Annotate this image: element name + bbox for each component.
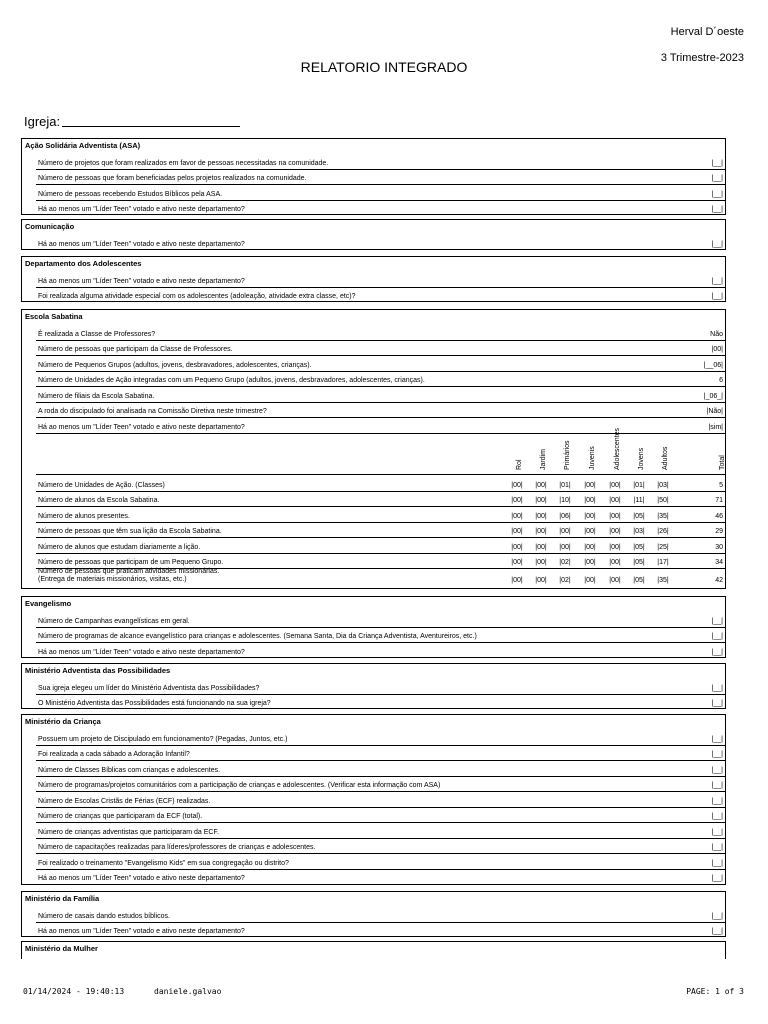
answer-value: |__| xyxy=(711,648,723,656)
answer-value: |__| xyxy=(711,206,723,213)
table-cell: |00| xyxy=(609,543,621,551)
table-cell: |00| xyxy=(535,497,547,504)
answer-value: |_06_| xyxy=(703,392,723,400)
question-row xyxy=(36,287,725,303)
table-cell: |00| xyxy=(609,528,621,535)
question-text: É realizada a Classe de Professores? xyxy=(38,330,156,338)
question-text: Número de pessoas recebendo Estudos Bíblicos pela ASA. xyxy=(38,190,223,198)
section-comunicacao xyxy=(21,219,726,250)
question-text: Sua igreja elegeu um líder do Ministério Adventista das Possibilidades? xyxy=(38,684,260,692)
total-value: 30 xyxy=(715,543,723,551)
report-period: 3 Trimestre-2023 xyxy=(660,52,744,64)
answer-value: |__| xyxy=(711,175,723,182)
question-text: Número de pessoas que têm sua lição da Escola Sabatina. xyxy=(38,528,222,535)
table-cell: |00| xyxy=(584,577,596,584)
column-header: Rol xyxy=(516,459,523,470)
question-row xyxy=(36,200,725,216)
question-row xyxy=(36,371,725,388)
question-row xyxy=(36,153,725,170)
answer-value: |__| xyxy=(711,859,723,867)
table-cell: |00| xyxy=(511,512,523,520)
answer-value: |__| xyxy=(711,684,723,692)
answer-value: |__| xyxy=(711,875,723,882)
footer-datetime: 01/14/2024 - 19:40:13 xyxy=(23,987,125,996)
section-mulher xyxy=(21,941,726,959)
answer-value: |__| xyxy=(711,813,723,820)
column-header: Juvenis xyxy=(589,446,596,470)
table-row xyxy=(36,506,725,523)
table-cell: |00| xyxy=(535,512,547,520)
table-cell: |00| xyxy=(511,559,523,566)
table-cell: |35| xyxy=(657,577,669,584)
table-cell: |50| xyxy=(657,497,669,504)
section-title: Ação Solidária Adventista (ASA) xyxy=(25,141,141,150)
table-cell: |02| xyxy=(559,559,571,566)
question-text: Há ao menos um "Líder Teen" votado e ativo neste departamento? xyxy=(38,875,245,882)
question-text: Número de Campanhas evangelísticas em geral. xyxy=(38,617,190,625)
question-text: Há ao menos um "Líder Teen" votado e ativo neste departamento? xyxy=(38,206,245,213)
question-text: Número de filiais da Escola Sabatina. xyxy=(38,392,155,400)
table-cell: |10| xyxy=(559,497,571,504)
section-adolescentes xyxy=(21,256,726,302)
total-value: 71 xyxy=(715,497,723,504)
question-text: Foi realizado o treinamento "Evangelismo Kids" em sua congregação ou distrito? xyxy=(38,859,289,867)
question-text: Número de pessoas que participam de um Pequeno Grupo. xyxy=(38,559,224,566)
total-value: 42 xyxy=(715,577,723,584)
question-row xyxy=(36,611,725,628)
question-text: Há ao menos um "Líder Teen" votado e ativo neste departamento? xyxy=(38,928,245,935)
table-cell: |05| xyxy=(633,543,645,551)
question-text: Número de Unidades de Ação integradas com um Pequeno Grupo (adultos, jovens, desbravadores, adolescentes, crianças). xyxy=(38,377,425,384)
column-header: Total xyxy=(719,455,726,470)
table-row xyxy=(36,491,725,508)
answer-value: Não xyxy=(710,330,723,338)
table-cell: |00| xyxy=(584,481,596,489)
table-cell: |00| xyxy=(584,543,596,551)
answer-value: |__| xyxy=(711,782,723,789)
question-row xyxy=(36,340,725,357)
answer-value: |__| xyxy=(711,844,723,851)
answer-value: |__| xyxy=(711,190,723,198)
question-text: Número de Escolas Cristãs de Férias (ECF) realizadas. xyxy=(38,797,211,805)
footer-user: daniele.galvao xyxy=(154,987,222,996)
table-cell: |03| xyxy=(633,528,645,535)
table-cell: |00| xyxy=(609,512,621,520)
column-header: Jardim xyxy=(540,448,547,470)
section-title: Ministério da Mulher xyxy=(25,944,98,953)
answer-value: |__| xyxy=(711,617,723,625)
question-text: Número de alunos que estudam diariamente a lição. xyxy=(38,543,201,551)
question-text: Número de programas/projetos comunitários com a participação de crianças e adolescentes. (Verificar esta informação com ASA) xyxy=(38,782,441,789)
question-text: Foi realizada alguma atividade especial com os adolescentes (adoleação, atividade extra classe, etc)? xyxy=(38,293,356,300)
column-header: Jovens xyxy=(638,447,645,470)
question-text: Número de pessoas que praticam atividades missionárias. (Entrega de materiais missionários, visitas, etc.) xyxy=(38,568,220,583)
question-text: Número de alunos presentes. xyxy=(38,512,130,520)
question-row xyxy=(36,906,725,923)
question-text: Número de crianças adventistas que participaram da ECF. xyxy=(38,828,219,836)
table-cell: |00| xyxy=(584,512,596,520)
table-cell: |00| xyxy=(609,559,621,566)
answer-value: |__| xyxy=(711,912,723,920)
question-row xyxy=(36,760,725,777)
answer-value: 6 xyxy=(719,377,723,384)
section-title: Ministério da Criança xyxy=(25,717,101,726)
question-text: Número de crianças que participaram da ECF (total). xyxy=(38,813,203,820)
section-familia xyxy=(21,891,726,937)
question-text: Número de projetos que foram realizados em favor de pessoas necessitadas na comunidade. xyxy=(38,159,329,167)
question-row xyxy=(36,355,725,372)
table-row xyxy=(36,475,725,492)
table-cell: |00| xyxy=(511,528,523,535)
answer-value: |__| xyxy=(711,277,723,285)
question-text: Há ao menos um "Líder Teen" votado e ativo neste departamento? xyxy=(38,423,245,431)
question-text: Número de Unidades de Ação. (Classes) xyxy=(38,481,165,489)
question-row xyxy=(36,869,725,885)
answer-value: |__| xyxy=(711,735,723,743)
total-value: 29 xyxy=(715,528,723,535)
table-cell: |25| xyxy=(657,543,669,551)
question-row xyxy=(36,627,725,644)
question-row xyxy=(36,386,725,403)
section-title: Evangelismo xyxy=(25,599,72,608)
question-row xyxy=(36,184,725,201)
table-cell: |17| xyxy=(657,559,669,566)
report-title: RELATORIO INTEGRADO xyxy=(300,59,468,75)
question-row xyxy=(36,678,725,695)
question-text: Número de programas de alcance evangelístico para crianças e adolescentes. (Semana Santa, Dia da Criança Adventista, Aventureiros, etc.) xyxy=(38,633,477,640)
answer-value: |Não| xyxy=(706,408,723,415)
answer-value: |sim| xyxy=(708,423,723,431)
section-title: Comunicação xyxy=(25,222,75,231)
question-row xyxy=(36,694,725,710)
question-text: Número de pessoas que foram beneficiadas pelos projetos realizados na comunidade. xyxy=(38,175,307,182)
table-cell: |00| xyxy=(609,481,621,489)
total-value: 34 xyxy=(715,559,723,566)
table-cell: |05| xyxy=(633,559,645,566)
answer-value: |__06| xyxy=(703,361,723,369)
question-row xyxy=(36,234,725,250)
question-row xyxy=(36,838,725,855)
table-cell: |00| xyxy=(511,543,523,551)
table-row xyxy=(36,568,725,586)
table-cell: |06| xyxy=(559,512,571,520)
table-cell: |00| xyxy=(609,497,621,504)
question-row xyxy=(36,402,725,419)
question-text: Número de Pequenos Grupos (adultos, jovens, desbravadores, adolescentes, crianças). xyxy=(38,361,312,369)
question-text: Número de casais dando estudos bíblicos. xyxy=(38,912,170,920)
answer-value: |__| xyxy=(711,633,723,640)
church-label: Igreja: xyxy=(24,114,61,129)
question-row xyxy=(36,822,725,839)
question-row xyxy=(36,642,725,658)
column-header: Adolescentes xyxy=(614,427,621,470)
question-text: Há ao menos um "Líder Teen" votado e ativo neste departamento? xyxy=(38,277,245,285)
answer-value: |__| xyxy=(711,751,723,758)
table-cell: |00| xyxy=(511,577,523,584)
table-cell: |00| xyxy=(535,481,547,489)
table-cell: |03| xyxy=(657,481,669,489)
section-title: Escola Sabatina xyxy=(25,312,83,321)
answer-value: |__| xyxy=(711,766,723,774)
section-crianca xyxy=(21,714,726,885)
section-title: Departamento dos Adolescentes xyxy=(25,259,142,268)
table-cell: |05| xyxy=(633,577,645,584)
question-text: Número de capacitações realizadas para líderes/professores de crianças e adolescentes. xyxy=(38,844,316,851)
answer-value: |00| xyxy=(711,346,723,353)
answer-value: |__| xyxy=(711,240,723,248)
answer-value: |__| xyxy=(711,797,723,805)
question-text: Número de pessoas que participam da Classe de Professores. xyxy=(38,346,233,353)
report-location: Herval D´oeste xyxy=(670,26,744,38)
question-text: Possuem um projeto de Discipulado em funcionamento? (Pegadas, Juntos, etc.) xyxy=(38,735,288,743)
total-value: 5 xyxy=(719,481,723,489)
section-possibilidades xyxy=(21,663,726,709)
table-cell: |00| xyxy=(609,577,621,584)
table-cell: |01| xyxy=(633,481,645,489)
question-row xyxy=(36,807,725,824)
question-text: A roda do discipulado foi analisada na Comissão Diretiva neste trimestre? xyxy=(38,408,267,415)
answer-value: |__| xyxy=(711,928,723,935)
question-text: Número de alunos da Escola Sabatina. xyxy=(38,497,160,504)
footer-page-number: PAGE: 1 of 3 xyxy=(686,987,744,996)
question-row xyxy=(36,922,725,938)
table-cell: |26| xyxy=(657,528,669,535)
question-row xyxy=(36,729,725,746)
table-cell: |00| xyxy=(584,528,596,535)
question-text: Foi realizada a cada sábado a Adoração Infantil? xyxy=(38,751,190,758)
table-cell: |00| xyxy=(511,497,523,504)
answer-value: |__| xyxy=(711,700,723,707)
table-cell: |00| xyxy=(511,481,523,489)
section-title: Ministério Adventista das Possibilidades xyxy=(25,666,171,675)
question-text: Número de Classes Bíblicas com crianças e adolescentes. xyxy=(38,766,221,774)
section-evangelismo xyxy=(21,596,726,658)
question-text: Há ao menos um "Líder Teen" votado e ativo neste departamento? xyxy=(38,240,245,248)
question-row xyxy=(36,776,725,793)
table-row xyxy=(36,522,725,539)
table-cell: |01| xyxy=(559,481,571,489)
answer-value: |__| xyxy=(711,293,723,300)
table-cell: |00| xyxy=(535,559,547,566)
table-cell: |00| xyxy=(535,543,547,551)
table-cell: |11| xyxy=(633,497,645,504)
question-text: O Ministério Adventista das Possibilidades está funcionando na sua igreja? xyxy=(38,700,271,707)
question-row xyxy=(36,745,725,762)
question-row xyxy=(36,324,725,341)
section-asa xyxy=(21,138,726,215)
question-row xyxy=(36,169,725,186)
column-header: Adultos xyxy=(662,446,669,470)
table-cell: |00| xyxy=(559,543,571,551)
table-cell: |00| xyxy=(584,559,596,566)
section-title: Ministério da Família xyxy=(25,894,100,903)
table-cell: |02| xyxy=(559,577,571,584)
question-row xyxy=(36,791,725,808)
table-cell: |05| xyxy=(633,512,645,520)
table-cell: |00| xyxy=(559,528,571,535)
table-cell: |00| xyxy=(535,577,547,584)
table-row xyxy=(36,537,725,554)
church-name-blank xyxy=(62,126,240,127)
table-cell: |35| xyxy=(657,512,669,520)
total-value: 46 xyxy=(715,512,723,520)
question-row xyxy=(36,271,725,288)
column-header: Primários xyxy=(564,440,571,470)
table-cell: |00| xyxy=(584,497,596,504)
table-cell: |00| xyxy=(535,528,547,535)
question-row xyxy=(36,853,725,870)
question-text: Há ao menos um "Líder Teen" votado e ativo neste departamento? xyxy=(38,648,245,656)
answer-value: |__| xyxy=(711,828,723,836)
answer-value: |__| xyxy=(711,159,723,167)
table-row xyxy=(36,553,725,570)
section-escola-sabatina xyxy=(21,309,726,589)
